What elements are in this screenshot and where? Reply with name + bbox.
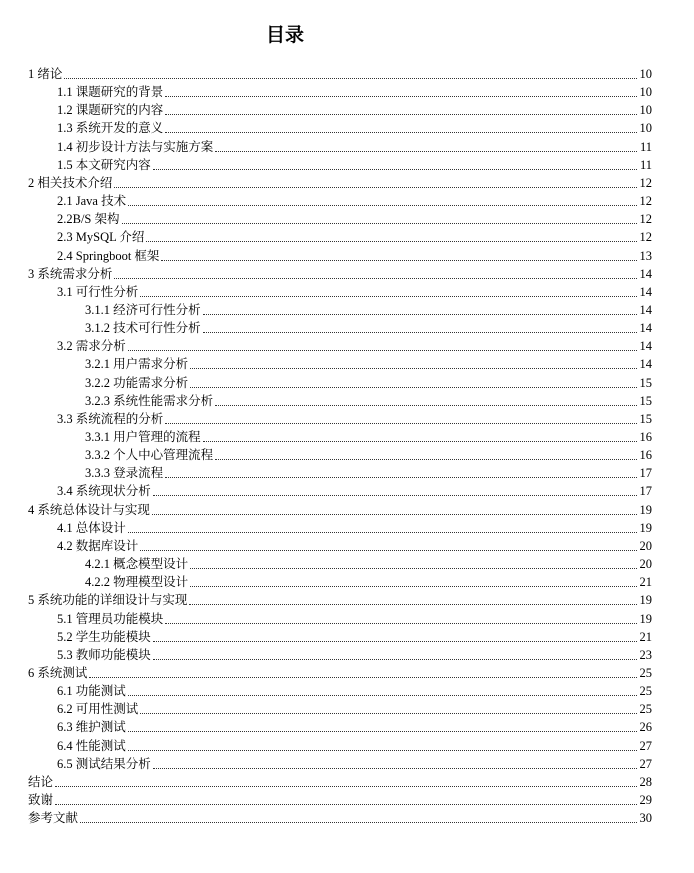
toc-leader-dots xyxy=(64,77,637,79)
toc-entry-page: 12 xyxy=(639,194,652,209)
toc-leader-dots xyxy=(165,622,637,624)
toc-entry-page: 14 xyxy=(639,339,652,354)
toc-entry-title: 3.2.3 系统性能需求分析 xyxy=(85,393,214,408)
toc-entry-title: 3.2.2 功能需求分析 xyxy=(85,375,189,390)
toc-entry[interactable] xyxy=(0,771,652,789)
toc-entry-page: 14 xyxy=(639,357,652,372)
toc-entry[interactable] xyxy=(0,263,652,281)
toc-entry[interactable] xyxy=(0,589,652,607)
toc-leader-dots xyxy=(128,694,637,696)
toc-entry-page: 28 xyxy=(639,774,652,789)
toc-entry[interactable] xyxy=(0,680,652,698)
toc-entry-title: 1 绪论 xyxy=(28,67,63,81)
toc-entry[interactable] xyxy=(0,299,652,317)
toc-leader-dots xyxy=(128,531,637,533)
toc-entry-page: 17 xyxy=(639,466,652,481)
toc-leader-dots xyxy=(190,567,637,569)
toc-entry-page: 15 xyxy=(639,393,652,408)
toc-entry-page: 19 xyxy=(639,520,652,535)
toc-entry-title: 3.3.1 用户管理的流程 xyxy=(85,430,201,444)
toc-entry-page: 10 xyxy=(639,67,652,81)
toc-entry-title: 3.3 系统流程的分析 xyxy=(57,411,164,426)
toc-entry-page: 16 xyxy=(639,430,652,444)
toc-entry[interactable] xyxy=(0,353,652,371)
toc-entry-page: 29 xyxy=(639,793,652,807)
toc-entry-title: 4.2.2 物理模型设计 xyxy=(85,575,189,590)
toc-entry[interactable] xyxy=(0,753,652,771)
toc-entry-page: 23 xyxy=(639,647,652,662)
toc-entry-page: 12 xyxy=(639,175,652,190)
toc-entry-page: 21 xyxy=(639,629,652,644)
toc-entry-title: 3.1.1 经济可行性分析 xyxy=(85,302,201,317)
toc-entry[interactable] xyxy=(0,789,652,807)
toc-entry[interactable] xyxy=(0,63,652,81)
toc-entry-title: 5.1 管理员功能模块 xyxy=(57,611,164,626)
toc-entry[interactable] xyxy=(0,81,652,99)
toc-entry-title: 3.4 系统现状分析 xyxy=(57,484,151,499)
toc-entry-page: 19 xyxy=(639,593,652,608)
toc-leader-dots xyxy=(55,785,637,787)
toc-entry-page: 15 xyxy=(639,411,652,426)
toc-entry[interactable] xyxy=(0,408,652,426)
toc-entry-title: 1.1 课题研究的背景 xyxy=(57,85,164,100)
toc-entry-title: 4.1 总体设计 xyxy=(57,520,126,535)
toc-entry[interactable] xyxy=(0,608,652,626)
toc-entry-page: 10 xyxy=(639,121,652,136)
toc-entry-title: 6.3 维护测试 xyxy=(57,720,126,735)
toc-entry-title: 参考文献 xyxy=(28,811,79,826)
toc-leader-dots xyxy=(114,277,637,279)
toc-leader-dots xyxy=(165,113,637,115)
toc-entry[interactable] xyxy=(0,553,652,571)
toc-entry-title: 6.5 测试结果分析 xyxy=(57,756,151,771)
toc-leader-dots xyxy=(122,222,637,224)
toc-leader-dots xyxy=(146,240,637,242)
toc-leader-dots xyxy=(114,186,637,188)
toc-entry-page: 27 xyxy=(639,756,652,771)
toc-entry-page: 12 xyxy=(639,230,652,245)
toc-leader-dots xyxy=(165,476,637,478)
toc-entry-title: 1.3 系统开发的意义 xyxy=(57,121,164,136)
toc-leader-dots xyxy=(215,404,637,406)
toc-entry-title: 3.3.3 登录流程 xyxy=(85,466,164,481)
toc-leader-dots xyxy=(128,349,637,351)
toc-leader-dots xyxy=(161,259,637,261)
toc-entry-title: 结论 xyxy=(28,774,54,789)
toc-entry[interactable] xyxy=(0,426,652,444)
toc-entry-title: 2.3 MySQL 介绍 xyxy=(57,230,145,245)
toc-entry[interactable] xyxy=(0,208,652,226)
toc-entry-title: 3 系统需求分析 xyxy=(28,266,113,281)
toc-entry-title: 6 系统测试 xyxy=(28,665,88,680)
toc-entry-title: 6.2 可用性测试 xyxy=(57,702,139,717)
toc-leader-dots xyxy=(190,386,637,388)
toc-entry[interactable] xyxy=(0,571,652,589)
toc-leader-dots xyxy=(128,730,637,732)
toc-entry-page: 13 xyxy=(639,248,652,263)
toc-entry-page: 14 xyxy=(639,284,652,299)
toc-entry[interactable] xyxy=(0,190,652,208)
toc-leader-dots xyxy=(165,131,637,133)
toc-entry-page: 27 xyxy=(639,738,652,753)
toc-leader-dots xyxy=(215,150,637,152)
toc-leader-dots xyxy=(165,422,637,424)
toc-entry-title: 6.4 性能测试 xyxy=(57,738,126,753)
toc-leader-dots xyxy=(153,767,637,769)
toc-leader-dots xyxy=(165,95,637,97)
toc-leader-dots xyxy=(190,585,637,587)
toc-entry[interactable] xyxy=(0,662,652,680)
toc-entry-page: 19 xyxy=(639,611,652,626)
toc-leader-dots xyxy=(203,440,637,442)
toc-entry[interactable] xyxy=(0,444,652,462)
toc-entry-title: 6.1 功能测试 xyxy=(57,684,126,699)
toc-entry[interactable] xyxy=(0,480,652,498)
page-title: 目录 xyxy=(265,24,304,46)
toc-entry-title: 4.2.1 概念模型设计 xyxy=(85,557,189,572)
toc-leader-dots xyxy=(203,331,637,333)
toc-leader-dots xyxy=(140,712,637,714)
toc-entry-title: 1.4 初步设计方法与实施方案 xyxy=(57,139,214,154)
toc-entry[interactable] xyxy=(0,535,652,553)
toc-entry-title: 3.1 可行性分析 xyxy=(57,284,139,299)
toc-entry-page: 11 xyxy=(639,157,652,172)
toc-leader-dots xyxy=(215,458,637,460)
toc-entry-page: 26 xyxy=(639,720,652,735)
toc-entry-page: 20 xyxy=(639,538,652,553)
toc-leader-dots xyxy=(153,168,637,170)
toc-entry[interactable] xyxy=(0,136,652,154)
toc-entry-page: 21 xyxy=(639,575,652,590)
toc-entry-title: 3.2 需求分析 xyxy=(57,339,126,354)
toc-entry-page: 14 xyxy=(639,302,652,317)
toc-leader-dots xyxy=(189,603,637,605)
toc-entry-title: 致谢 xyxy=(28,793,54,807)
toc-entry-page: 10 xyxy=(639,85,652,100)
toc-entry[interactable] xyxy=(0,99,652,117)
toc-entry[interactable] xyxy=(0,499,652,517)
toc-entry[interactable] xyxy=(0,117,652,135)
toc-entry-page: 14 xyxy=(639,321,652,336)
toc-leader-dots xyxy=(152,513,637,515)
toc-entry-page: 20 xyxy=(639,557,652,572)
toc-entry[interactable] xyxy=(0,698,652,716)
toc-entry[interactable] xyxy=(0,716,652,734)
toc-entry[interactable] xyxy=(0,390,652,408)
toc-entry-title: 4 系统总体设计与实现 xyxy=(28,502,150,517)
toc-entry[interactable] xyxy=(0,735,652,753)
toc-entry[interactable] xyxy=(0,154,652,172)
toc-entry-page: 11 xyxy=(639,139,652,154)
toc-entry-page: 30 xyxy=(639,811,652,826)
toc-entry-title: 3.2.1 用户需求分析 xyxy=(85,357,189,372)
toc-entry-title: 3.1.2 技术可行性分析 xyxy=(85,321,201,336)
toc-leader-dots xyxy=(153,658,637,660)
toc-leader-dots xyxy=(128,204,637,206)
toc-entry-page: 25 xyxy=(639,684,652,699)
toc-entry-title: 2 相关技术介绍 xyxy=(28,175,113,190)
toc-entry[interactable] xyxy=(0,517,652,535)
toc-entry-title: 5.2 学生功能模块 xyxy=(57,629,151,644)
toc-entry-page: 12 xyxy=(639,212,652,227)
toc-leader-dots xyxy=(140,549,637,551)
toc-entry-page: 25 xyxy=(639,665,652,680)
toc-leader-dots xyxy=(203,313,637,315)
toc-entry[interactable] xyxy=(0,807,652,825)
toc-leader-dots xyxy=(153,494,637,496)
toc-entry-page: 25 xyxy=(639,702,652,717)
toc-entry[interactable] xyxy=(0,626,652,644)
toc-entry[interactable] xyxy=(0,317,652,335)
toc-entry-title: 2.1 Java 技术 xyxy=(57,194,127,209)
toc-entry-title: 1.2 课题研究的内容 xyxy=(57,103,164,118)
toc-entry-title: 2.4 Springboot 框架 xyxy=(57,248,160,263)
toc-entry-page: 14 xyxy=(639,266,652,281)
toc-leader-dots xyxy=(153,640,637,642)
toc-entry[interactable] xyxy=(0,372,652,390)
toc-entry-page: 17 xyxy=(639,484,652,499)
toc-entry[interactable] xyxy=(0,462,652,480)
toc-leader-dots xyxy=(89,676,637,678)
toc-leader-dots xyxy=(128,749,637,751)
toc-entry[interactable] xyxy=(0,644,652,662)
toc-leader-dots xyxy=(140,295,637,297)
toc-entry-page: 10 xyxy=(639,103,652,118)
toc-entry-title: 5 系统功能的详细设计与实现 xyxy=(28,593,188,608)
toc-entry-page: 15 xyxy=(639,375,652,390)
toc-leader-dots xyxy=(55,803,637,805)
toc-entry-title: 4.2 数据库设计 xyxy=(57,538,139,553)
toc-entry[interactable] xyxy=(0,172,652,190)
toc-entry-page: 19 xyxy=(639,502,652,517)
toc-entry[interactable] xyxy=(0,281,652,299)
toc-leader-dots xyxy=(80,821,637,823)
toc-entry[interactable] xyxy=(0,245,652,263)
toc-entry-title: 1.5 本文研究内容 xyxy=(57,157,151,172)
toc-entry-page: 16 xyxy=(639,448,652,463)
toc-entry[interactable] xyxy=(0,335,652,353)
toc-leader-dots xyxy=(190,367,637,369)
toc-entry[interactable] xyxy=(0,226,652,244)
toc-entry-title: 2.2B/S 架构 xyxy=(57,212,120,227)
toc-entry-title: 3.3.2 个人中心管理流程 xyxy=(85,448,214,463)
toc-entry-title: 5.3 教师功能模块 xyxy=(57,647,151,662)
